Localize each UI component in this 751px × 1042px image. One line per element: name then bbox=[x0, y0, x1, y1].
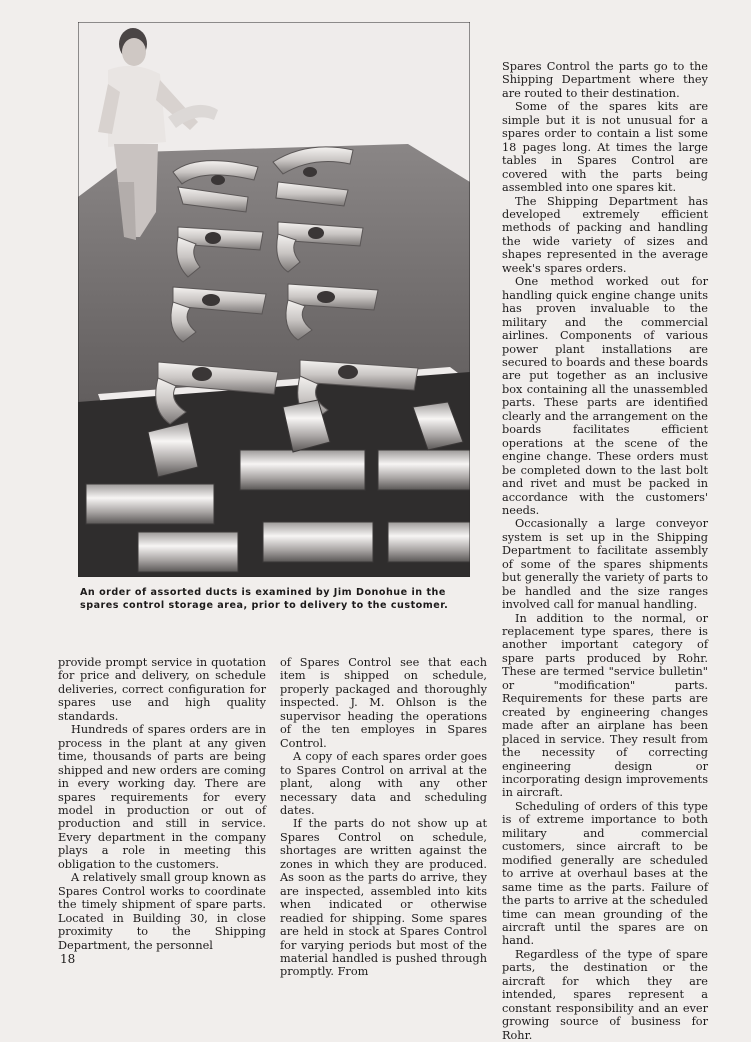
paragraph: provide prompt service in quotation for price and delivery, on schedule deliveries, correct configuration for spares use and high quality standards. bbox=[58, 656, 266, 723]
photo-caption: An order of assorted ducts is examined by Jim Donohue in the spares control storage area, prior to delivery to the customer. bbox=[80, 587, 449, 611]
paragraph: A relatively small group known as Spares Control works to coordinate the timely shipment of spare parts. Located in Building 30, in close proximity to the Shipping Department, the personnel bbox=[58, 871, 266, 952]
paragraph: Regardless of the type of spare parts, the destination or the aircraft for which they are intended, spares represent a constant responsibility and an ever growing source of business for Rohr. bbox=[502, 947, 708, 1042]
paragraph: The Shipping Department has developed extremely efficient methods of packing and handling the wide variety of sizes and shapes represented in the average week's spares orders. bbox=[502, 194, 708, 275]
right-text-column bbox=[502, 60, 708, 1042]
paragraph: If the parts do not show up at Spares Control on schedule, shortages are written against the zones in which they are produced. As soon as the parts do arrive, they are inspected, assembled into kits when indicated or otherwise readied for shipping. Some spares are held in stock at Spares Control for varying periods but most of the material handled is pushed through promptly. From bbox=[280, 817, 487, 979]
paragraph: Some of the spares kits are simple but it is not unusual for a spares order to contain a list some 18 pages long. At times the large tables in Spares Control are covered with the parts being assembled into one spares kit. bbox=[502, 100, 708, 195]
ducts-photo bbox=[78, 22, 470, 577]
left-text-column bbox=[58, 656, 266, 952]
paragraph: One method worked out for handling quick engine change units has proven invaluable to the military and the commercial airlines. Components of various power plant installations are secured to boards and these boards are put together as an inclusive box containing all the unassembled parts. These parts are identified clearly and the arrangement on the boards facilitates efficient operations at the scene of the engine change. These orders must be completed down to the last bolt and rivet and must be packed in accordance with the customers' needs. bbox=[502, 275, 708, 517]
paragraph: A copy of each spares order goes to Spares Control on arrival at the plant, along with any other necessary data and scheduling dates. bbox=[280, 750, 487, 817]
middle-text-column bbox=[280, 656, 487, 979]
paragraph: Scheduling of orders of this type is of extreme importance to both military and commercial customers, since aircraft to be modified generally are scheduled to arrive at overhaul bases at the same time as the parts. Failure of the parts to arrive at the scheduled time can mean grounding of the aircraft until the spares are on hand. bbox=[502, 799, 708, 948]
ducts-photo-illustration bbox=[78, 22, 470, 577]
paragraph: In addition to the normal, or replacement type spares, there is another important category of spare parts produced by Rohr. These are termed "service bulletin" or "modification" parts. Requirements for these parts are created by engineering changes made after an airplane has been placed in service. They result from the necessity of correcting engineering design or incorporating design improvements in aircraft. bbox=[502, 611, 708, 800]
paragraph: of Spares Control see that each item is shipped on schedule, properly packaged and thoroughly inspected. J. M. Ohlson is the supervisor heading the operations of the ten employes in Spares Control. bbox=[280, 656, 487, 750]
paragraph: Occasionally a large conveyor system is set up in the Shipping Department to facilitate assembly of some of the spares shipments but generally the variety of parts to be handled and the size ranges involved call for manual handling. bbox=[502, 517, 708, 612]
page-number: 18 bbox=[60, 952, 76, 966]
paragraph: Hundreds of spares orders are in process in the plant at any given time, thousands of parts are being shipped and new orders are coming in every working day. There are spares requirements for every model in production or out of production and still in service. Every department in the company plays a role in meeting this obligation to the customers. bbox=[58, 723, 266, 871]
paragraph: Spares Control the parts go to the Shipping Department where they are routed to their destination. bbox=[502, 60, 708, 100]
